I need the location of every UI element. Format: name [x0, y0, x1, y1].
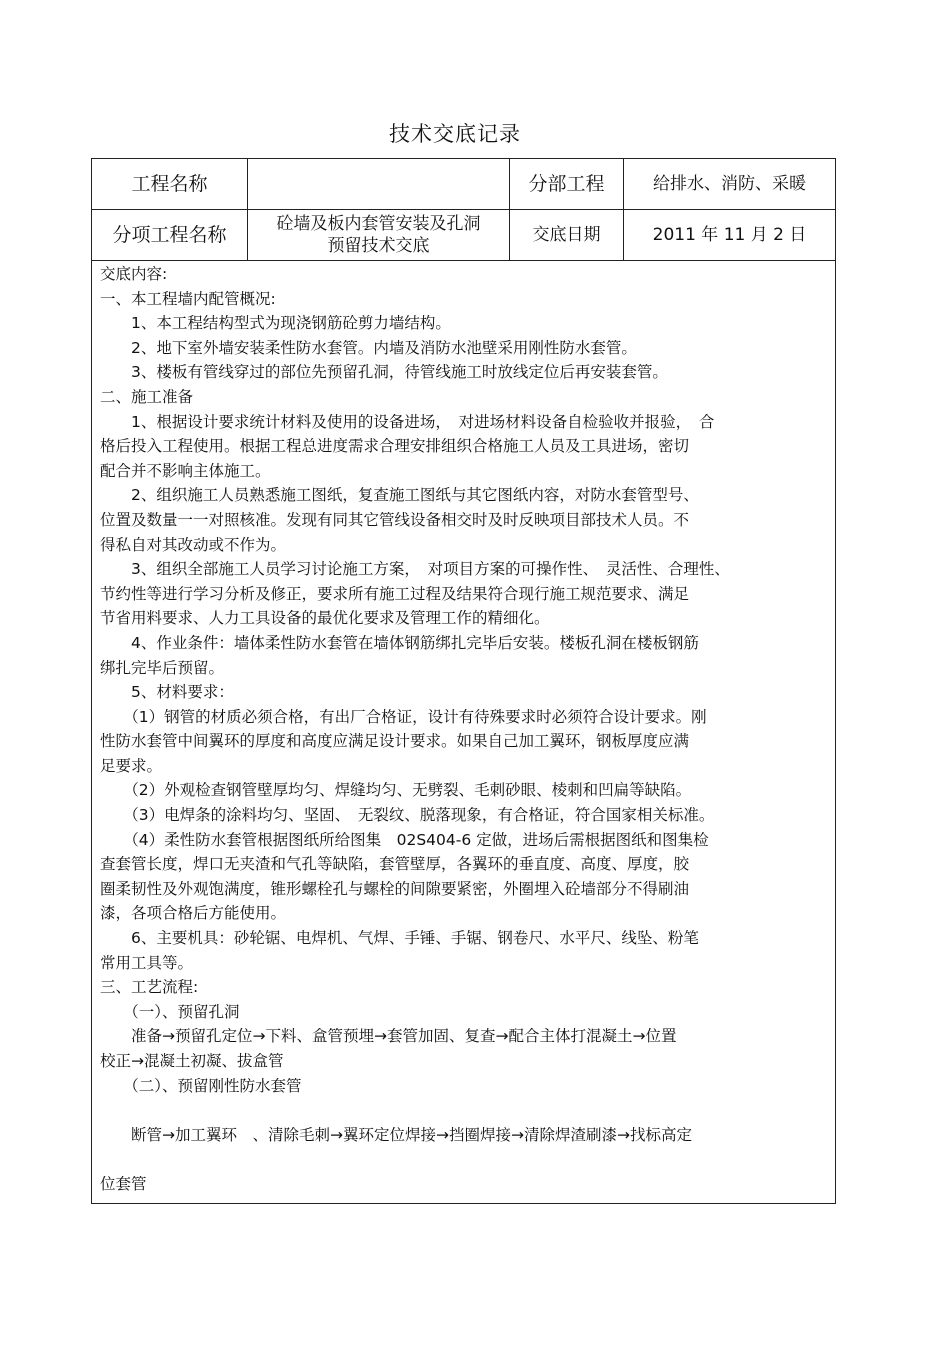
- content-line: 4、作业条件：墙体柔性防水套管在墙体钢筋绑扎完毕后安装。楼板孔洞在楼板钢筋: [100, 633, 699, 652]
- content-line: 查套管长度，焊口无夹渣和气孔等缺陷，套管壁厚，各翼环的垂直度、高度、厚度，胶: [100, 855, 690, 874]
- subitem-value-line2: 预留技术交底: [327, 236, 430, 256]
- content-line: [100, 1147, 834, 1172]
- subitem-value: [248, 210, 509, 260]
- division-value: 给排水、消防、采暖: [653, 174, 806, 194]
- content-line: 绑扎完毕后预留。: [100, 658, 225, 677]
- content-line: [100, 1098, 834, 1123]
- content-line: 二、施工准备: [100, 387, 194, 406]
- project-name-value: [248, 159, 509, 209]
- content-line: 一、本工程墙内配管概况:: [100, 289, 276, 308]
- content-line: 漆，各项合格后方能使用。: [100, 904, 287, 923]
- content-line: 位置及数量一一对照核准。发现有同其它管线设备相交时及时反映项目部技术人员。不: [100, 510, 690, 529]
- content-line: 位套管: [100, 1174, 147, 1193]
- content-line: 三、工艺流程:: [100, 978, 199, 997]
- content-line: 足要求。: [100, 756, 163, 775]
- content-line: 节省用料要求、人力工具设备的最优化要求及管理工作的精细化。: [100, 609, 550, 628]
- date-value: 2011 年 11 月 2 日: [652, 225, 807, 245]
- content-line: 3、组织全部施工人员学习讨论施工方案， 对项目方案的可操作性、 灵活性、合理性、: [100, 560, 730, 579]
- content-line: 3、楼板有管线穿过的部位先预留孔洞，待管线施工时放线定位后再安装套管。: [100, 363, 668, 382]
- date-label: 交底日期: [532, 225, 601, 245]
- subitem-label: 分项工程名称: [112, 224, 227, 246]
- content-line: 圈柔韧性及外观饱满度，锥形螺栓孔与螺栓的间隙要紧密，外圈埋入砼墙部分不得刷油: [100, 879, 690, 898]
- content-line: 6、主要机具：砂轮锯、电焊机、气焊、手锤、手锯、钢卷尺、水平尺、线坠、粉笔: [100, 929, 699, 948]
- content-line: 格后投入工程使用。根据工程总进度需求合理安排组织合格施工人员及工具进场，密切: [100, 437, 690, 456]
- document-title: 技术交底记录: [389, 122, 521, 146]
- content-line: 2、组织施工人员熟悉施工图纸，复查施工图纸与其它图纸内容，对防水套管型号、: [100, 486, 699, 505]
- content-line: （一）、预留孔洞: [100, 1002, 240, 1021]
- subitem-value-line1: 砼墙及板内套管安装及孔洞: [276, 214, 481, 234]
- content-line: 2、地下室外墙安装柔性防水套管。内墙及消防水池壁采用刚性防水套管。: [100, 338, 637, 357]
- project-name-label: 工程名称: [131, 173, 208, 195]
- content-line: 配合并不影响主体施工。: [100, 461, 271, 480]
- record-table: [91, 158, 836, 1204]
- content-line: （二）、预留刚性防水套管: [100, 1076, 302, 1095]
- division-label: 分部工程: [528, 173, 605, 195]
- content-line: 5、材料要求：: [100, 683, 234, 702]
- row-divider-2: [92, 260, 835, 261]
- content-line: 得私自对其改动或不作为。: [100, 535, 287, 554]
- content-line: 准备→预留孔定位→下料、盒管预埋→套管加固、复查→配合主体打混凝土→位置: [100, 1027, 677, 1046]
- content-line: （1）钢管的材质必须合格，有出厂合格证，设计有待殊要求时必须符合设计要求。刚: [100, 707, 707, 726]
- content-line: 常用工具等。: [100, 953, 194, 972]
- content-line: 1、本工程结构型式为现浇钢筋砼剪力墙结构。: [100, 314, 451, 333]
- content-line: 交底内容:: [100, 265, 168, 283]
- content-line: 1、根据设计要求统计材料及使用的设备进场， 对进场材料设备自检验收并报验， 合: [100, 412, 715, 431]
- disclosure-content: [100, 262, 834, 1197]
- content-line: 节约性等进行学习分析及修正，要求所有施工过程及结果符合现行施工规范要求、满足: [100, 584, 690, 603]
- content-line: （3）电焊条的涂料均匀、坚固、 无裂纹、脱落现象，有合格证，符合国家相关标准。: [100, 806, 715, 825]
- content-line: （4）柔性防水套管根据图纸所给图集 02S404-6 定做，进场后需根据图纸和图集检: [100, 830, 709, 849]
- content-line: 校正→混凝土初凝、拔盒管: [100, 1052, 284, 1070]
- content-line: 性防水套管中间翼环的厚度和高度应满足设计要求。如果自己加工翼环，钢板厚度应满: [100, 732, 690, 751]
- content-line: （2）外观检查钢管壁厚均匀、焊缝均匀、无劈裂、毛刺砂眼、棱刺和凹扁等缺陷。: [100, 781, 692, 800]
- content-line: 断管→加工翼环 、清除毛刺→翼环定位焊接→挡圈焊接→清除焊渣刷漆→找标高定: [100, 1125, 692, 1144]
